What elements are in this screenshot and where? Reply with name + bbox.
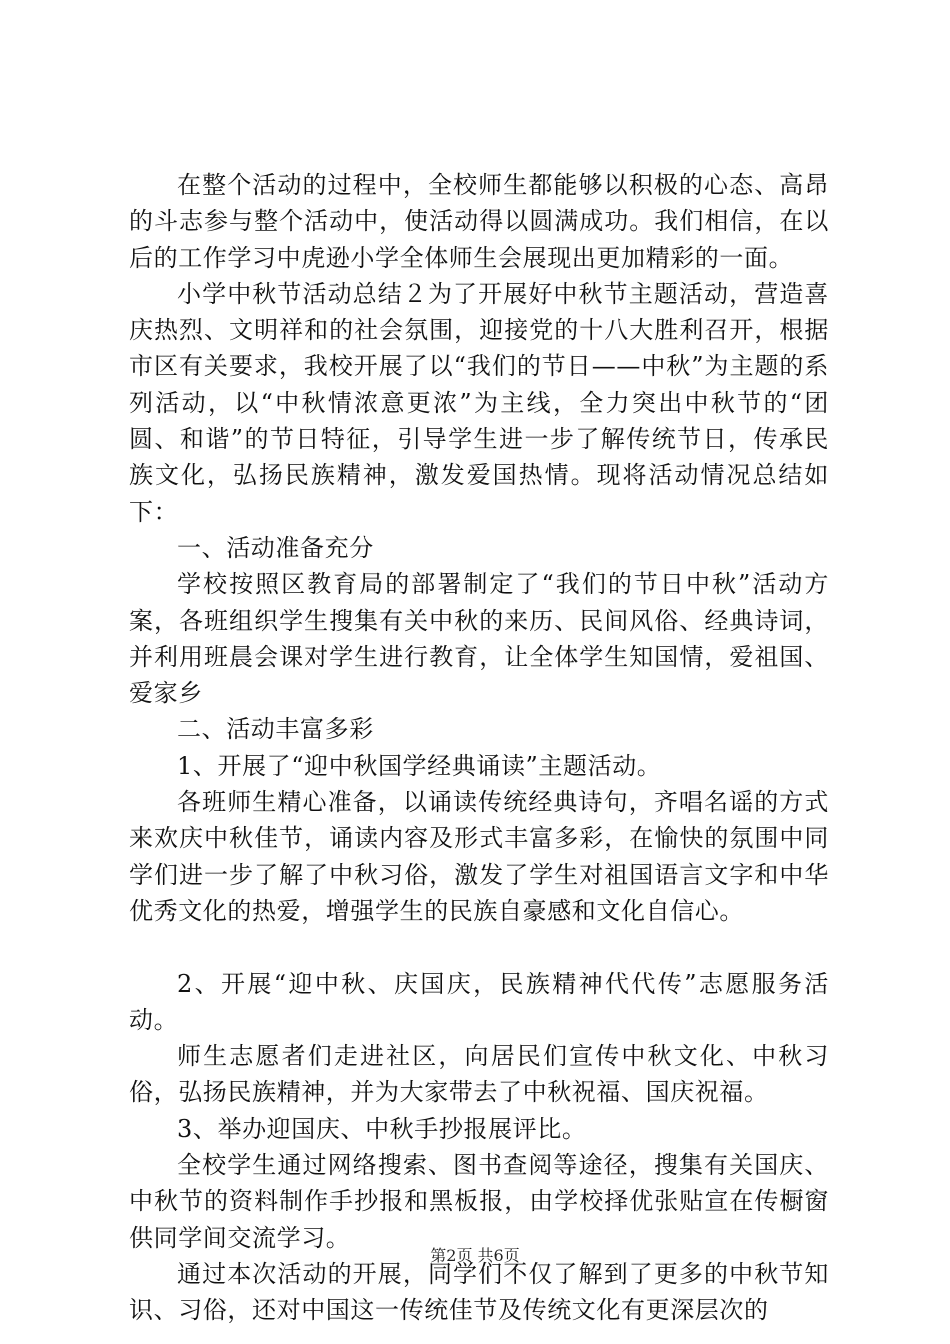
paragraph: 在整个活动的过程中，全校师生都能够以积极的心态、高昂的斗志参与整个活动中，使活动得以圆满成功。我们相信，在以后的工作学习中虎逊小学全体师生会展现出更加精彩的一面。 (129, 171, 829, 272)
paragraph: 各班师生精心准备，以诵读传统经典诗句，齐唱名谣的方式来欢庆中秋佳节，诵读内容及形式丰富多彩，在愉快的氛围中同学们进一步了解了中秋习俗，激发了学生对祖国语言文字和中华优秀文化的热爱，增强学生的民族自豪感和文化自信心。 (129, 788, 829, 925)
document-body (129, 167, 829, 1329)
paragraph: 通过本次活动的开展，同学们不仅了解到了更多的中秋节知识、习俗，还对中国这一传统佳节及传统文化有更深层次的 (129, 1259, 829, 1325)
blank-line (129, 929, 829, 965)
paragraph: 小学中秋节活动总结２为了开展好中秋节主题活动，营造喜庆热烈、文明祥和的社会氛围，迎接党的十八大胜利召开，根据市区有关要求，我校开展了以“我们的节日——中秋”为主题的系列活动，以“中秋情浓意更浓”为主线，全力突出中秋节的“团圆、和谐”的节日特征，引导学生进一步了解传统节日，传承民族文化，弘扬民族精神，激发爱国热情。现将活动情况总结如下： (129, 279, 829, 526)
subheading: 1、开展了“迎中秋国学经典诵读”主题活动。 (177, 751, 662, 780)
subheading: 2、开展“迎中秋、庆国庆，民族精神代代传”志愿服务活动。 (129, 969, 829, 1034)
section-heading: 二、活动丰富多彩 (177, 715, 374, 744)
section-heading: 一、活动准备充分 (177, 533, 374, 562)
subheading: 3、举办迎国庆、中秋手抄报展评比。 (177, 1114, 587, 1143)
paragraph: 全校学生通过网络搜索、图书查阅等途径，搜集有关国庆、中秋节的资料制作手抄报和黑板报，由学校择优张贴宣在传橱窗供同学间交流学习。 (129, 1151, 829, 1252)
paragraph: 师生志愿者们走进社区，向居民们宣传中秋文化、中秋习俗，弘扬民族精神，并为大家带去了中秋祝福、国庆祝福。 (129, 1042, 829, 1107)
page-footer: 第2页 共6页 (430, 1246, 520, 1265)
paragraph: 学校按照区教育局的部署制定了“我们的节日中秋”活动方案，各班组织学生搜集有关中秋的来历、民间风俗、经典诗词，并利用班晨会课对学生进行教育，让全体学生知国情，爱祖国、爱家乡 (129, 570, 829, 708)
